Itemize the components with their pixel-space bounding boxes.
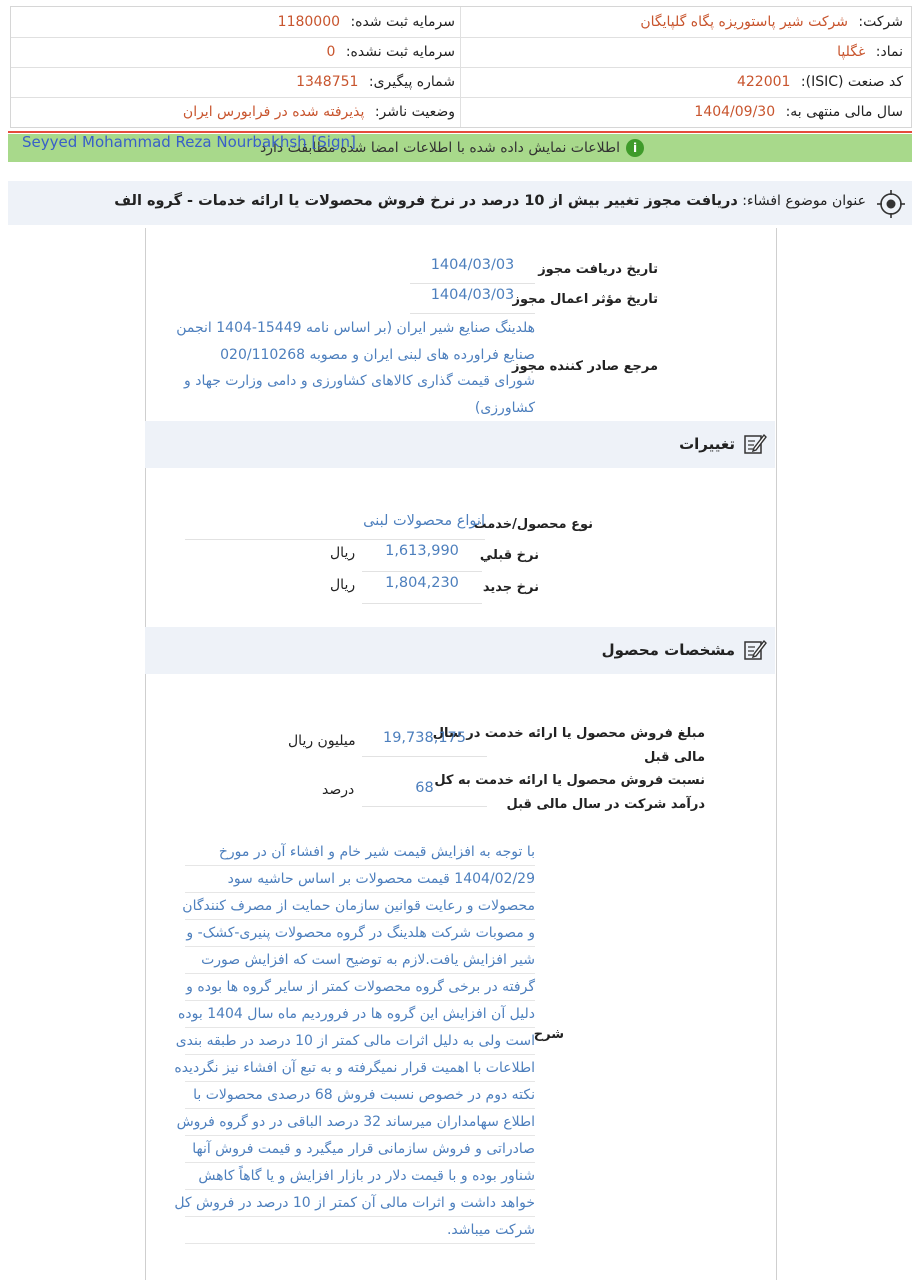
registered-capital-field xyxy=(278,8,455,37)
info-icon: i xyxy=(626,139,644,157)
underline xyxy=(410,313,535,314)
unregistered-capital-field xyxy=(326,38,455,67)
company-label: شرکت: xyxy=(858,14,903,30)
disclosure-subject xyxy=(114,181,866,221)
subject-value: دریافت مجوز تغییر بیش از 10 درصد در نرخ فروش محصولات یا ارائه خدمات - گروه الف xyxy=(114,193,738,209)
sales-label-line: مبلغ فروش محصول یا ارائه خدمت در سال xyxy=(432,726,705,741)
registered-capital-value: 1180000 xyxy=(277,14,341,30)
product-specs-section-header xyxy=(145,627,775,674)
isic-label: کد صنعت (ISIC): xyxy=(800,74,903,90)
description-line: شیر افزایش یافت.لازم به توضیح است که افزایش صورت xyxy=(185,947,535,974)
description-label: شرح xyxy=(533,1027,564,1042)
signer-name: Seyyed Mohammad Reza Nourbakhsh [Sign] xyxy=(22,133,356,151)
description-line: دلیل آن افزایش این گروه ها در فروردیم ماه سال 1404 بوده xyxy=(185,1001,535,1028)
publisher-status-field xyxy=(183,98,455,127)
underline xyxy=(185,539,485,540)
tracking-value: 1348751 xyxy=(296,74,359,90)
underline xyxy=(410,283,535,284)
ratio-label-line: نسبت فروش محصول یا ارائه خدمت به کل xyxy=(434,773,705,788)
issuer-label: مرجع صادر کننده مجوز xyxy=(512,359,658,374)
target-icon xyxy=(876,189,906,219)
tracking-label: شماره پیگیری: xyxy=(368,74,455,90)
effective-date-value: 1404/03/03 xyxy=(430,287,515,303)
isic-value: 422001 xyxy=(736,74,791,90)
publisher-status-label: وضعیت ناشر: xyxy=(374,104,455,120)
publisher-status-value: پذیرفته شده در فرابورس ایران xyxy=(182,104,365,120)
underline xyxy=(362,756,487,757)
new-rate-unit: ریال xyxy=(330,577,356,593)
description-line: صادراتی و فروش سازمانی قرار میگیرد و قیمت فروش آنها xyxy=(185,1136,535,1163)
product-type-value: انواع محصولات لبنی xyxy=(363,513,485,529)
symbol-field xyxy=(837,38,903,67)
changes-section-header xyxy=(145,421,775,468)
description-line: خواهد داشت و اثرات مالی آن کمتر از 10 درصد در فروش کل xyxy=(185,1190,535,1217)
prev-rate-value: 1,613,990 xyxy=(385,543,459,559)
description-line: است ولی به دلیل اثرات مالی کمتر از 10 درصد در طبقه بندی xyxy=(185,1028,535,1055)
description-line: محصولات و رعایت قوانین سازمان حمایت از مصرف کنندگان xyxy=(185,893,535,920)
subject-label: عنوان موضوع افشاء: xyxy=(742,193,866,209)
changes-title: تغییرات xyxy=(679,435,735,453)
issuer-value xyxy=(176,315,535,421)
company-value: شرکت شیر پاستوریزه پگاه گلپایگان xyxy=(640,14,848,30)
symbol-label: نماد: xyxy=(875,44,903,60)
description-line: شرکت میباشد. xyxy=(185,1217,535,1244)
fiscal-year-value: 1404/09/30 xyxy=(694,104,776,120)
description-line: 1404/02/29 قیمت محصولات بر اساس حاشیه سود xyxy=(185,866,535,893)
new-rate-label: نرخ جدید xyxy=(482,580,539,595)
receipt-date-label: تاریخ دریافت مجوز xyxy=(538,262,658,277)
description-line: و مصوبات شرکت هلدینگ در گروه محصولات پنیری-کشک- و xyxy=(185,920,535,947)
product-specs-title: مشخصات محصول xyxy=(601,641,735,659)
company-field xyxy=(640,8,903,37)
disclosure-title-bar xyxy=(8,181,912,225)
sales-value: 19,738,175 xyxy=(382,730,467,746)
ratio-label-line: درآمد شرکت در سال مالی قبل xyxy=(506,797,705,812)
description-line: اطلاع سهامداران میرساند 32 درصد الباقی در دو گروه فروش xyxy=(185,1109,535,1136)
fiscal-year-field xyxy=(694,98,903,127)
effective-date-label: تاریخ مؤثر اعمال مجوز xyxy=(512,292,658,307)
fiscal-year-label: سال مالی منتهی به: xyxy=(785,104,903,120)
issuer-line: صنایع فراورده های لبنی ایران و مصوبه 020/110268 xyxy=(220,346,535,363)
issuer-line: کشاورزی) xyxy=(474,399,535,416)
description-line: اطلاعات با اهمیت قرار نمیگرفته و به تبع آن افشاء نیز نگردیده xyxy=(185,1055,535,1082)
underline xyxy=(362,571,482,572)
sales-label-line: مالی قبل xyxy=(644,750,705,765)
description-line: نکته دوم در خصوص نسبت فروش 68 درصدی محصولات با xyxy=(185,1082,535,1109)
product-type-label: نوع محصول/خدمت xyxy=(473,517,593,532)
symbol-value: غگلپا xyxy=(837,44,866,60)
issuer-line: هلدینگ صنایع شیر ایران (بر اساس نامه 15449-1404 انجمن xyxy=(176,320,535,336)
prev-rate-unit: ریال xyxy=(330,545,356,561)
description-line: شناور بوده و با قیمت دلار در بازار افزایش و یا گاهاً کاهش xyxy=(185,1163,535,1190)
registered-capital-label: سرمایه ثبت شده: xyxy=(350,14,455,30)
receipt-date-value: 1404/03/03 xyxy=(430,257,515,273)
notice-text: اطلاعات نمایش داده شده با اطلاعات امضا شده مطابقت دارد xyxy=(260,140,620,156)
ratio-value: 68 xyxy=(415,780,434,796)
underline xyxy=(362,806,487,807)
tracking-field xyxy=(296,68,455,97)
new-rate-value: 1,804,230 xyxy=(385,575,459,591)
prev-rate-label: نرخ قبلي xyxy=(479,548,539,563)
unregistered-capital-label: سرمایه ثبت نشده: xyxy=(345,44,455,60)
underline xyxy=(362,603,482,604)
sales-unit: میلیون ریال xyxy=(288,733,356,749)
description-text xyxy=(174,839,535,1244)
ratio-unit: درصد xyxy=(322,782,355,798)
description-line: گرفته در برخی گروه محصولات کمتر از سایر گروه ها بوده و xyxy=(185,974,535,1001)
divider xyxy=(11,37,911,38)
issuer-line: شورای قیمت گذاری کالاهای کشاورزی و دامی وزارت جهاد و xyxy=(184,373,535,389)
isic-field xyxy=(737,68,903,97)
edit-icon xyxy=(743,432,767,456)
unregistered-capital-value: 0 xyxy=(326,44,336,60)
company-info-box xyxy=(10,6,912,128)
description-line: با توجه به افزایش قیمت شیر خام و افشاء آن در مورخ xyxy=(185,839,535,866)
edit-icon xyxy=(743,638,767,662)
